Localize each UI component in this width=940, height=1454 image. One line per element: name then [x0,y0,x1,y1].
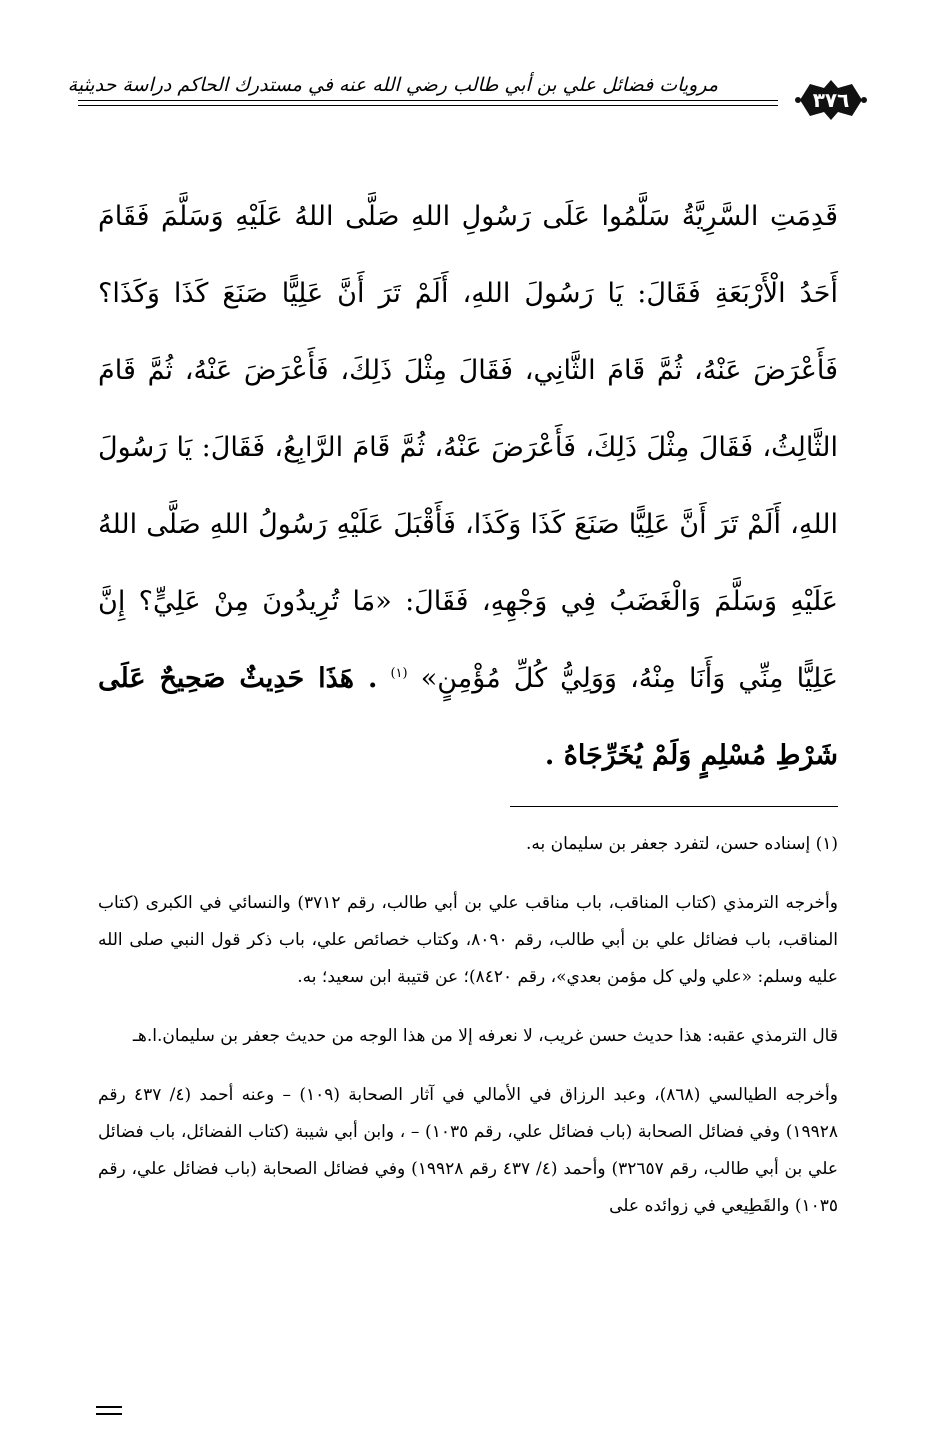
footnote-1: (١) إسناده حسن، لتفرد جعفر بن سليمان به. [525,834,838,854]
footnote-other-sources: وأخرجه الطيالسي (٨٦٨)، وعبد الرزاق في الأمالي في آثار الصحابة (١٠٩) – وعنه أحمد (٤/ ٤٣٧ رقم ١٩٩٢٨) وفي فضائل الصحابة (باب فضائل علي، رقم ١٠٣٥) – ، وابن أبي شيبة (كتاب الفضائل، باب فضائل علي بن أبي طالب، رقم ٣٢٦٥٧) وأحمد (٤/ ٤٣٧ رقم ١٩٩٢٨) وفي فضائل الصحابة (باب فضائل علي، رقم ١٠٣٥) والقَطِيعي في زوائده على [98,1085,839,1216]
running-header [67,62,868,122]
header-title: مرويات فضائل علي بن أبي طالب رضي الله عنه في مستدرك الحاكم دراسة حديثية [67,74,718,96]
header-rule [78,100,778,101]
footnote-reference[interactable]: (١) [390,666,408,681]
hadith-verdict: . هَذَا حَدِيثٌ صَحِيحٌ عَلَى شَرْطِ مُسْلِمٍ وَلَمْ يُخَرِّجَاهُ . [98,663,838,771]
footnote-tirmidhi-comment: قال الترمذي عقبه: هذا حديث حسن غريب، لا نعرفه إلا من هذا الوجه من حديث جعفر بن سليمان.ا.هـ [132,1026,838,1046]
header-rule-secondary [78,105,778,106]
page-number: ٣٧٦ [812,88,850,112]
footnote-separator [510,806,838,807]
footnotes [98,826,838,1225]
continuation-marker [96,1406,122,1420]
hadith-text [98,178,838,794]
footnote-takhrij: وأخرجه الترمذي (كتاب المناقب، باب مناقب علي بن أبي طالب، رقم ٣٧١٢) والنسائي في الكبرى (كتاب المناقب، باب فضائل علي بن أبي طالب، رقم ٨٠٩٠، وكتاب خصائص علي، باب ذكر قول النبي صلى الله عليه وسلم: «علي ولي كل مؤمن بعدي»، رقم ٨٤٢٠)؛ عن قتيبة ابن سعيد؛ به. [98,893,838,987]
hadith-body: قَدِمَتِ السَّرِيَّةُ سَلَّمُوا عَلَى رَسُولِ اللهِ صَلَّى اللهُ عَلَيْهِ وَسَلَّمَ فَقَامَ أَحَدُ الْأَرْبَعَةِ فَقَالَ: يَا رَسُولَ اللهِ، أَلَمْ تَرَ أَنَّ عَلِيًّا صَنَعَ كَذَا وَكَذَا؟ فَأَعْرَضَ عَنْهُ، ثُمَّ قَامَ الثَّانِي، فَقَالَ مِثْلَ ذَلِكَ، فَأَعْرَضَ عَنْهُ، ثُمَّ قَامَ الثَّالِثُ، فَقَالَ مِثْلَ ذَلِكَ، فَأَعْرَضَ عَنْهُ، ثُمَّ قَامَ الرَّابِعُ، فَقَالَ: يَا رَسُولَ اللهِ، أَلَمْ تَرَ أَنَّ عَلِيًّا صَنَعَ كَذَا وَكَذَا، فَأَقْبَلَ عَلَيْهِ رَسُولُ اللهِ صَلَّى اللهُ عَلَيْهِ وَسَلَّمَ وَالْغَضَبُ فِي وَجْهِهِ، فَقَالَ: «مَا تُرِيدُونَ مِنْ عَلِيٍّ؟ إِنَّ عَلِيًّا مِنِّي وَأَنَا مِنْهُ، وَوَلِيُّ كُلِّ مُؤْمِنٍ» [98,201,838,694]
page-number-badge [794,78,868,122]
